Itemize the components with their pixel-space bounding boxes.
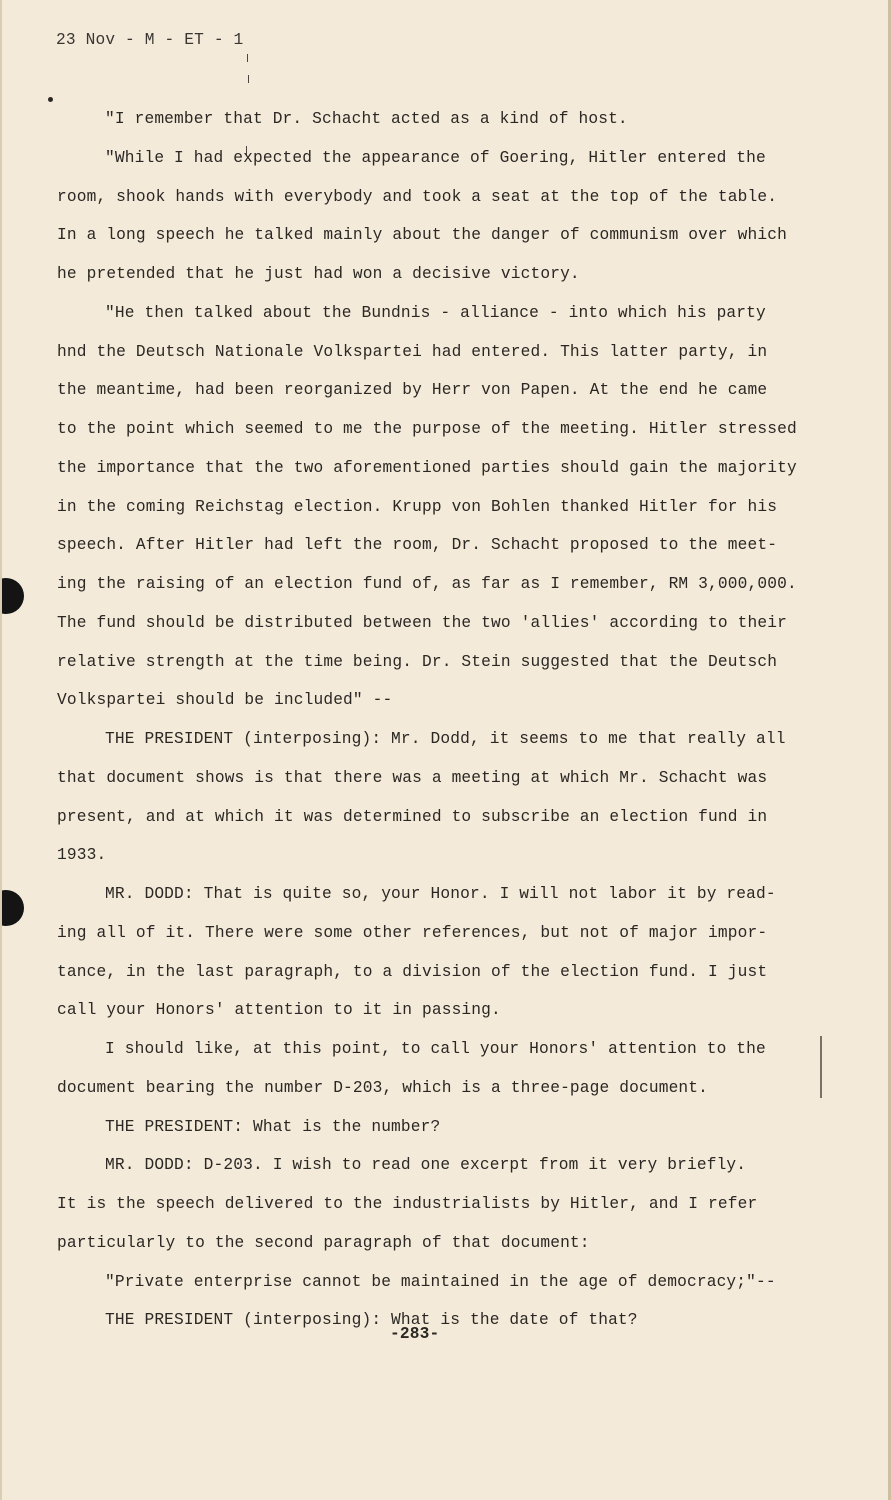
text-line: document bearing the number D-203, which is a three-page document.	[57, 1078, 709, 1097]
margin-line	[820, 1036, 822, 1098]
text-line: hnd the Deutsch Nationale Volkspartei had entered. This latter party, in	[57, 342, 768, 361]
punch-hole	[0, 890, 24, 926]
paragraph	[57, 1149, 817, 1265]
text-line: tance, in the last paragraph, to a division of the election fund. I just	[57, 962, 768, 981]
text-line: "I remember that Dr. Schacht acted as a kind of host.	[105, 110, 628, 128]
text-line: present, and at which it was determined to subscribe an election fund in	[57, 807, 768, 826]
text-line: THE PRESIDENT: What is the number?	[105, 1117, 441, 1136]
text-line: ing all of it. There were some other references, but not of major impor-	[57, 923, 768, 942]
text-line: that document shows is that there was a meeting at which Mr. Schacht was	[57, 768, 768, 787]
text-line: the importance that the two aforementioned parties should gain the majority	[57, 458, 797, 477]
paragraph	[57, 103, 817, 142]
text-line: call your Honors' attention to it in passing.	[57, 1001, 501, 1020]
text-line: ing the raising of an election fund of, as far as I remember, RM 3,000,000.	[57, 575, 797, 593]
text-line: In a long speech he talked mainly about the danger of communism over which	[57, 226, 787, 245]
ink-mark	[248, 75, 249, 83]
text-line: "While I had expected the appearance of Goering, Hitler entered the	[105, 148, 766, 167]
paragraph	[57, 1033, 817, 1111]
text-line: room, shook hands with everybody and took a seat at the top of the table.	[57, 187, 778, 206]
text-line: relative strength at the time being. Dr. Stein suggested that the Deutsch	[57, 652, 778, 671]
paragraph	[57, 297, 817, 723]
paragraph	[57, 1111, 817, 1150]
punch-hole	[0, 578, 24, 614]
paragraph	[57, 142, 817, 297]
paragraph	[57, 1266, 817, 1305]
paragraph	[57, 723, 817, 878]
ink-mark	[247, 54, 248, 62]
text-line: MR. DODD: D-203. I wish to read one excerpt from it very briefly.	[105, 1156, 747, 1175]
text-line: speech. After Hitler had left the room, Dr. Schacht proposed to the meet-	[57, 536, 778, 555]
text-line: to the point which seemed to me the purpose of the meeting. Hitler stressed	[57, 420, 797, 438]
paragraph	[57, 878, 817, 1033]
text-line: particularly to the second paragraph of that document:	[57, 1233, 590, 1252]
text-line: It is the speech delivered to the industrialists by Hitler, and I refer	[57, 1195, 758, 1213]
text-line: Volkspartei should be included" --	[57, 691, 393, 710]
ink-mark	[48, 97, 53, 102]
text-line: the meantime, had been reorganized by Herr von Papen. At the end he came	[57, 381, 768, 400]
transcript-body	[57, 103, 817, 1343]
text-line: THE PRESIDENT (interposing): What is the date of that?	[105, 1311, 638, 1330]
text-line: he pretended that he just had won a decisive victory.	[57, 265, 580, 283]
page-header: 23 Nov - M - ET - 1	[56, 31, 244, 49]
page-number: -283-	[390, 1325, 440, 1343]
text-line: The fund should be distributed between the two 'allies' according to their	[57, 613, 787, 632]
text-line: in the coming Reichstag election. Krupp von Bohlen thanked Hitler for his	[57, 497, 778, 516]
text-line: I should like, at this point, to call your Honors' attention to the	[105, 1040, 766, 1058]
text-line: MR. DODD: That is quite so, your Honor. I will not labor it by read-	[105, 885, 776, 903]
text-line: THE PRESIDENT (interposing): Mr. Dodd, it seems to me that really all	[105, 730, 786, 748]
text-line: "Private enterprise cannot be maintained in the age of democracy;"--	[105, 1272, 776, 1291]
text-line: 1933.	[57, 846, 107, 865]
text-line: "He then talked about the Bundnis - alliance - into which his party	[105, 303, 766, 322]
